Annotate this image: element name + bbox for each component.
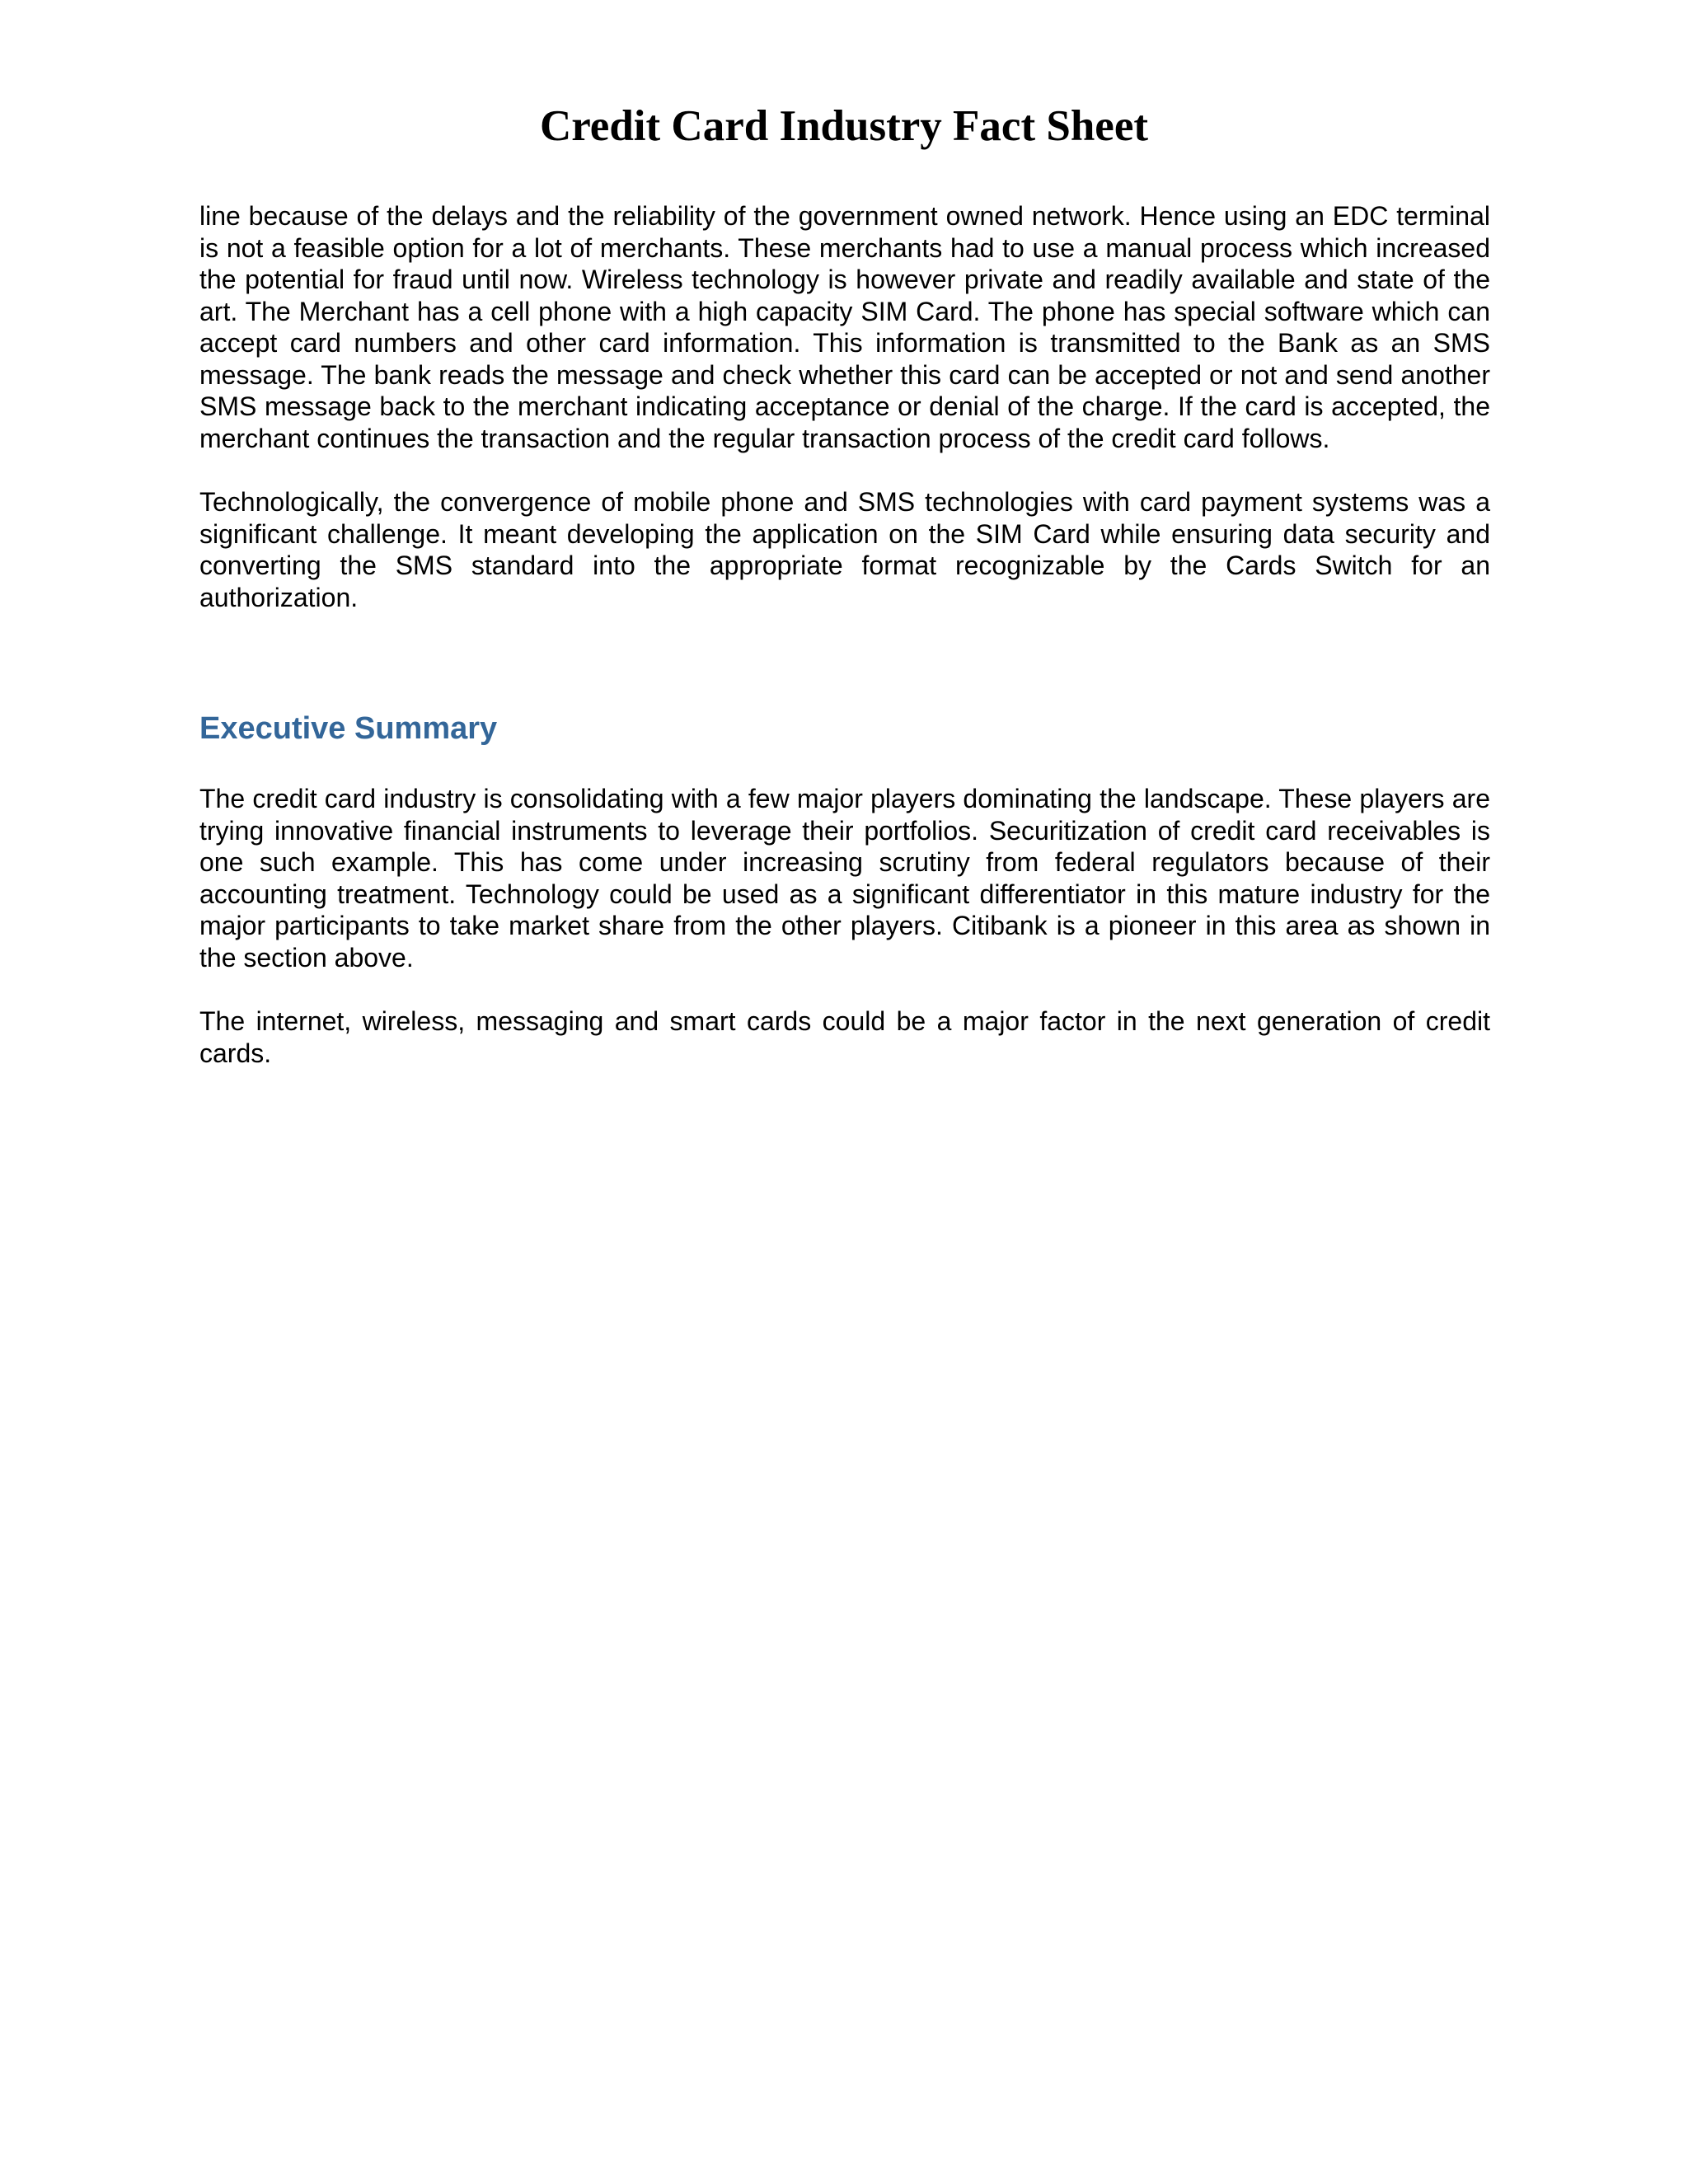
document-body (199, 200, 1490, 1069)
body-paragraph-sms-process: line because of the delays and the reliability of the government owned network. Hence using an EDC terminal is not a feasible option for a lot of merchants. These merchants had to use a manual process which increased the potential for fraud until now. Wireless technology is however private and readily available and state of the art. The Merchant has a cell phone with a high capacity SIM Card. The phone has special software which can accept card numbers and other card information. This information is transmitted to the Bank as an SMS message. The bank reads the message and check whether this card can be accepted or not and send another SMS message back to the merchant indicating acceptance or denial of the charge. If the card is accepted, the merchant continues the transaction and the regular transaction process of the credit card follows. (199, 201, 1490, 453)
summary-paragraph-future: The internet, wireless, messaging and smart cards could be a major factor in the next generation of credit cards. (199, 1006, 1490, 1068)
section-heading-executive-summary: Executive Summary (199, 711, 498, 746)
body-paragraph-technology: Technologically, the convergence of mobile phone and SMS technologies with card payment systems was a significant challenge. It meant developing the application on the SIM Card while ensuring data security and converting the SMS standard into the appropriate format recognizable by the Cards Switch for an authorization. (199, 487, 1490, 612)
page-title: Credit Card Industry Fact Sheet (539, 102, 1149, 150)
summary-paragraph-industry: The credit card industry is consolidating with a few major players dominating the landscape. These players are trying innovative financial instruments to leverage their portfolios. Securitization of credit card receivables is one such example. This has come under increasing scrutiny from federal regulators because of their accounting treatment. Technology could be used as a significant differentiator in this mature industry for the major participants to take market share from the other players. Citibank is a pioneer in this area as shown in the section above. (199, 784, 1490, 972)
